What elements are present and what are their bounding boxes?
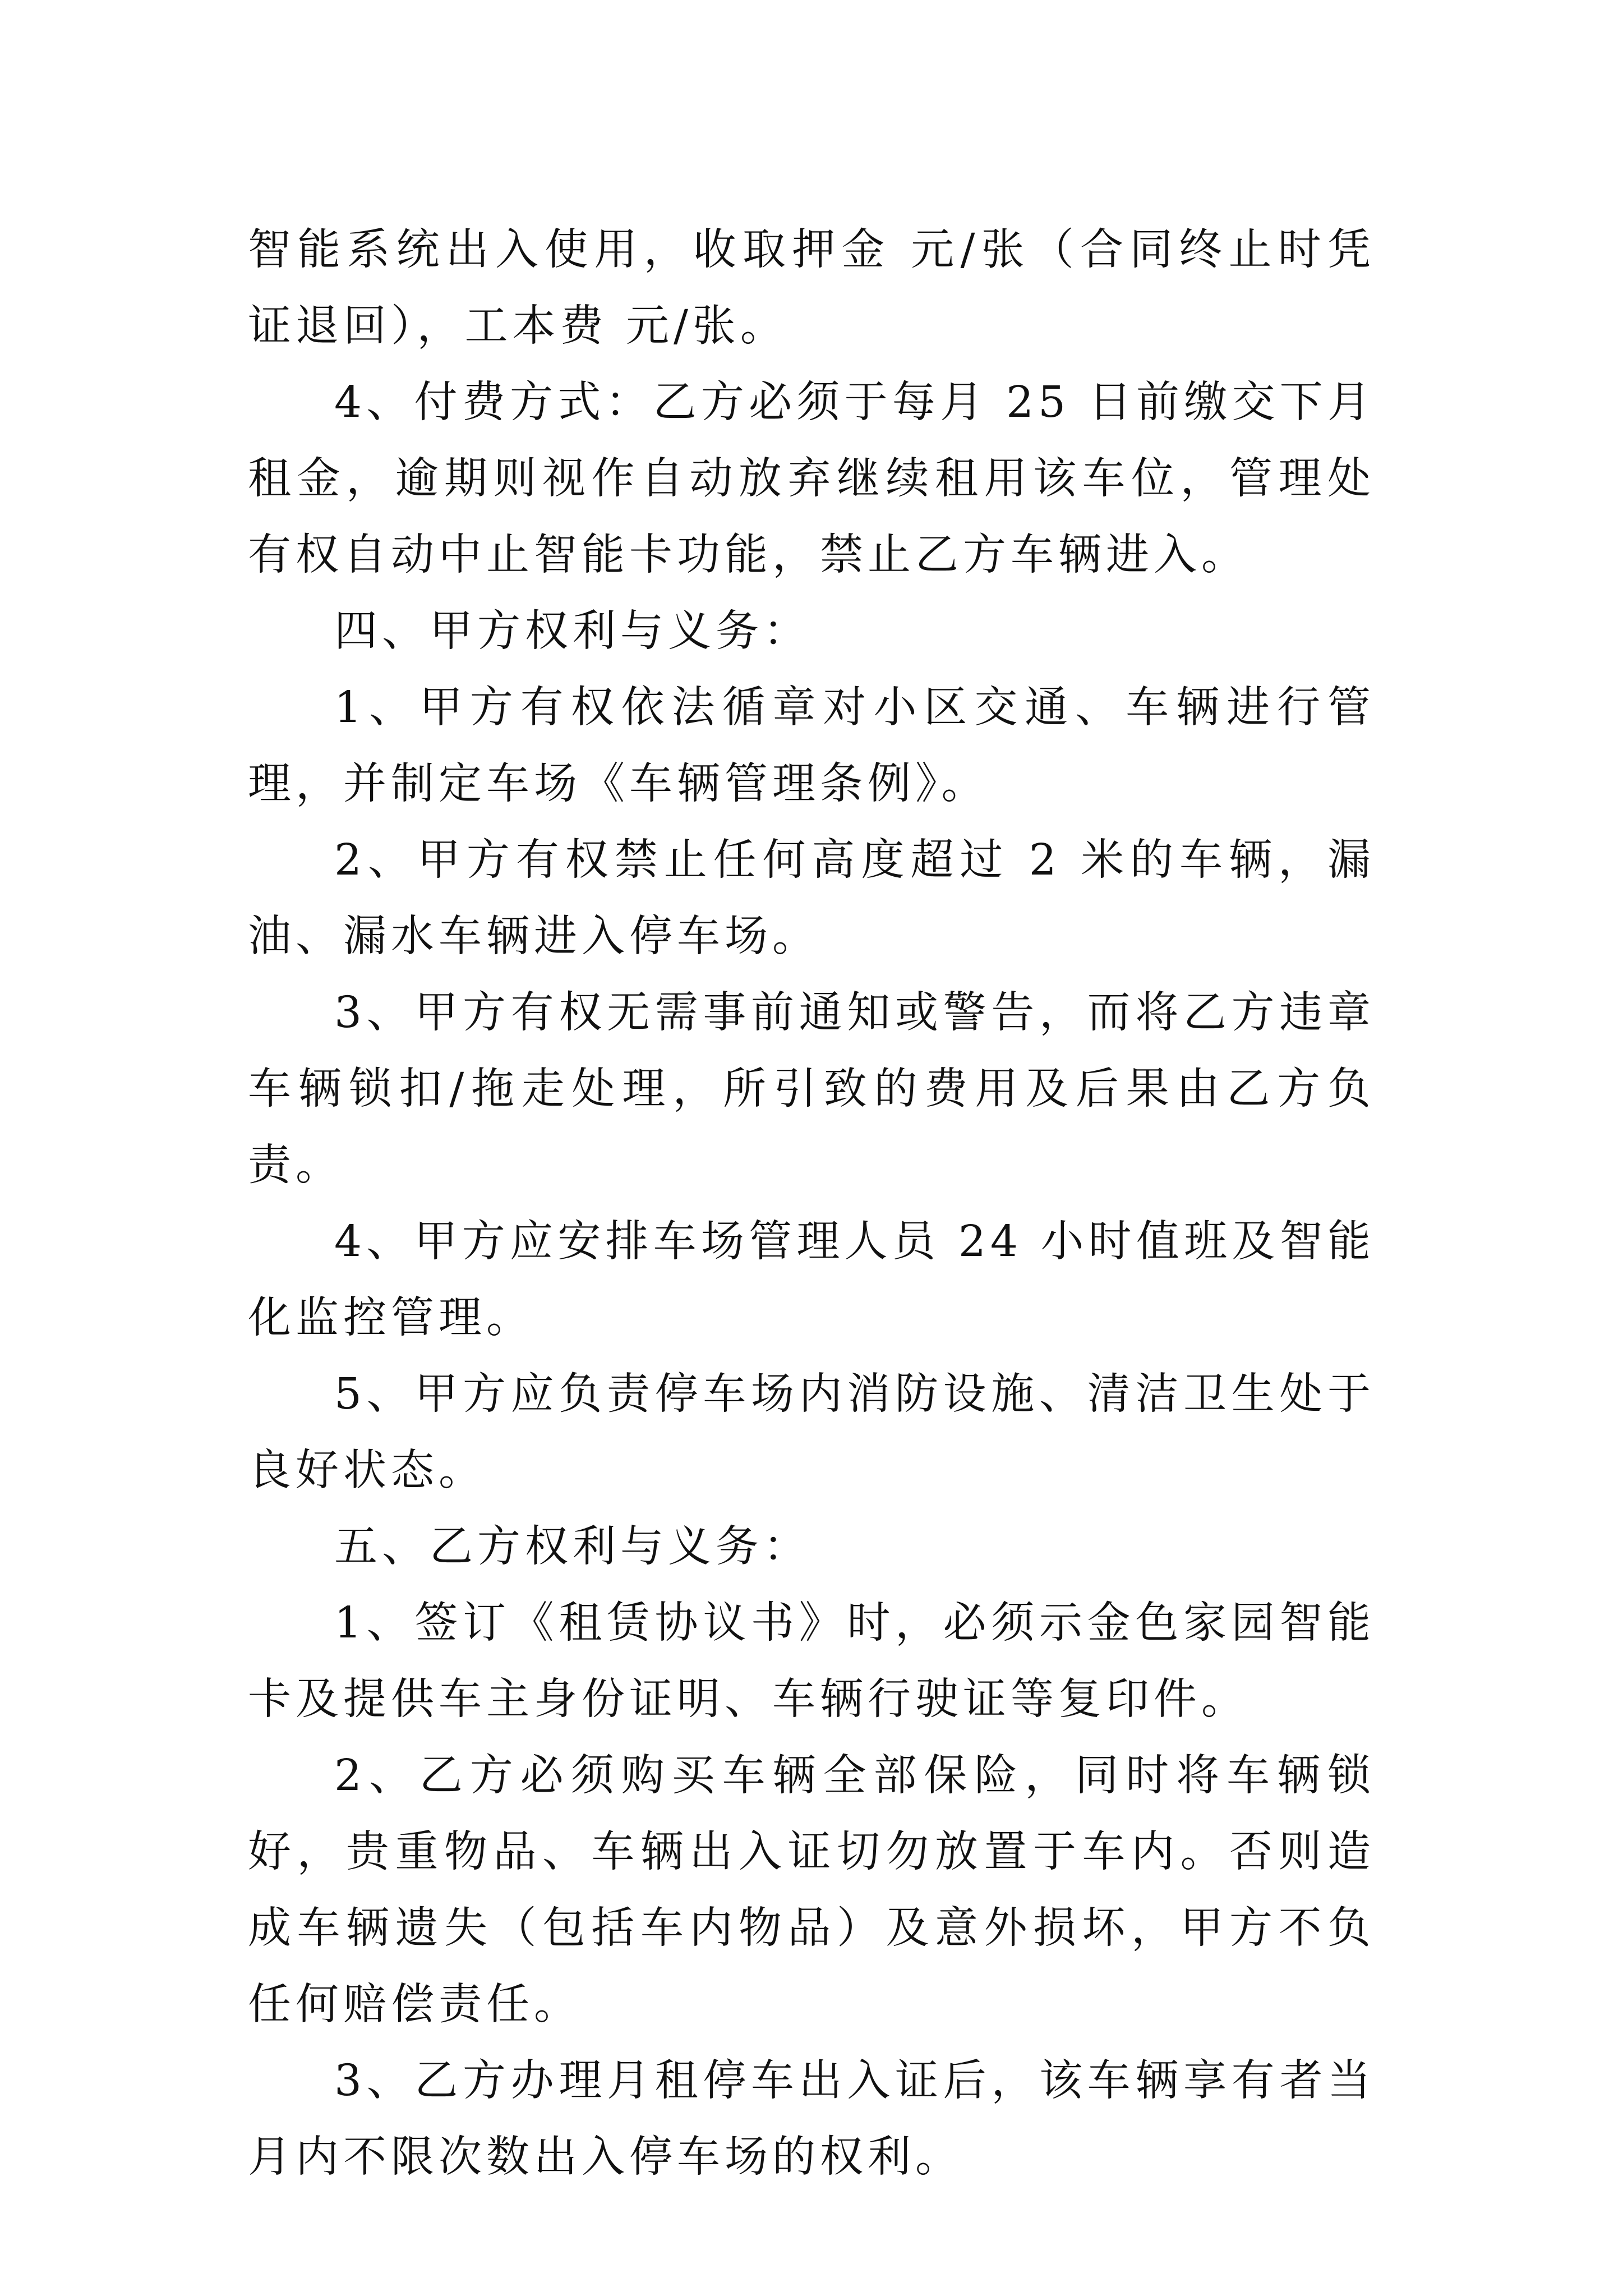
paragraph-party-a-item-2: 2、甲方有权禁止任何高度超过 2 米的车辆，漏油、漏水车辆进入停车场。	[248, 835, 1375, 961]
paragraph-party-a-item-4: 4、甲方应安排车场管理人员 24 小时值班及智能化监控管理。	[248, 1217, 1375, 1343]
paragraph-party-a-item-3: 3、甲方有权无需事前通知或警告，而将乙方违章车辆锁扣/拖走处理，所引致的费用及后果由乙方负责。	[248, 988, 1375, 1190]
paragraph-deposit-continued: 智能系统出入使用，收取押金 元/张（合同终止时凭证退回），工本费 元/张。	[248, 225, 1375, 351]
paragraph-payment-method: 4、付费方式：乙方必须于每月 25 日前缴交下月租金，逾期则视作自动放弃继续租用该车位，管理处有权自动中止智能卡功能，禁止乙方车辆进入。	[248, 378, 1375, 580]
paragraph-party-a-item-5: 5、甲方应负责停车场内消防设施、清洁卫生处于良好状态。	[248, 1369, 1375, 1496]
paragraph-party-b-item-2: 2、乙方必须购买车辆全部保险，同时将车辆锁好，贵重物品、车辆出入证切勿放置于车内。否则造成车辆遗失（包括车内物品）及意外损坏，甲方不负任何赔偿责任。	[248, 1751, 1375, 2030]
heading-party-a-rights: 四、甲方权利与义务：	[334, 606, 811, 656]
document-body	[248, 212, 1375, 2196]
paragraph-party-b-item-3: 3、乙方办理月租停车出入证后，该车辆享有者当月内不限次数出入停车场的权利。	[248, 2056, 1375, 2182]
heading-party-b-rights: 五、乙方权利与义务：	[334, 1522, 811, 1572]
paragraph-party-a-item-1: 1、甲方有权依法循章对小区交通、车辆进行管理，并制定车场《车辆管理条例》。	[248, 683, 1375, 809]
paragraph-party-b-item-1: 1、签订《租赁协议书》时，必须示金色家园智能卡及提供车主身份证明、车辆行驶证等复印件。	[248, 1598, 1375, 1724]
